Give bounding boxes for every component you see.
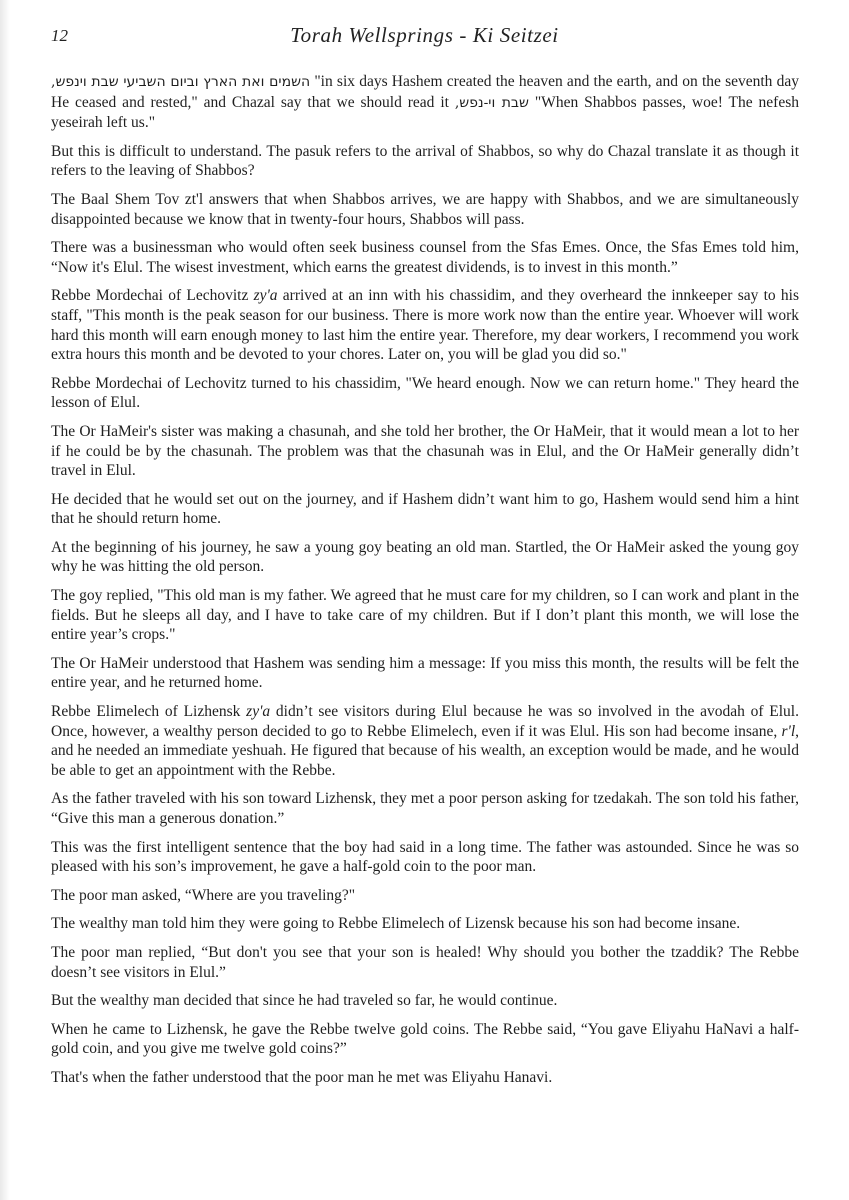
- paragraph: [51, 286, 799, 364]
- paragraph: [51, 789, 799, 828]
- text-run: "in six days Hashem created the heaven and the earth, and on the seventh day He ceased and rested," and Chazal say that we should read it: [51, 73, 799, 111]
- text-run: The Baal Shem Tov zt'l answers that when Shabbos arrives, we are happy with Shabbos, and we are simultaneously disappointed because we know that in twenty-four hours, Shabbos will pass.: [51, 190, 799, 228]
- page-body: [51, 72, 799, 1097]
- paragraph: [51, 72, 799, 133]
- text-run: "When Shabbos passes, woe! The nefesh yeseirah left us.": [51, 93, 799, 132]
- text-run: That's when the father understood that the poor man he met was Eliyahu Hanavi.: [51, 1068, 553, 1086]
- paragraph: [51, 914, 799, 934]
- text-run: Rebbe Elimelech of Lizhensk: [51, 703, 247, 721]
- text-run: The wealthy man told him they were going to Rebbe Elimelech of Lizensk because his son had become insane.: [51, 915, 741, 933]
- paragraph: [51, 374, 799, 413]
- page-number: 12: [51, 26, 68, 45]
- text-run: At the beginning of his journey, he saw a young goy beating an old man. Startled, the Or HaMeir asked the young goy why he was hitting the old person.: [51, 538, 799, 576]
- paragraph: [51, 886, 799, 906]
- paragraph: [51, 422, 799, 481]
- text-run: The poor man asked, “Where are you traveling?": [51, 886, 356, 904]
- text-run: didn’t see visitors during Elul because he was so involved in the avodah of Elul. Once, however, a wealthy person decided to go to Rebbe Elimelech, even if it was Elul. His son had become insane,: [51, 703, 799, 740]
- page-title: Torah Wellsprings - Ki Seitzei: [290, 23, 559, 47]
- text-run: arrived at an inn with his chassidim, and they overheard the innkeeper say to his staff, "This month is the peak season for our business. There is more work now than the entire year. Whoever will work hard this month will earn enough money to last him the entire year. Therefore, my dear workers, I recommend you work extra hours this month and be devoted to your chores. Later on, you will be glad you did so.": [51, 287, 799, 364]
- text-run: This was the first intelligent sentence that the boy had said in a long time. The father was astounded. Since he was so pleased with his son’s improvement, he gave a half-gold coin to the poor man.: [51, 838, 799, 876]
- paragraph: [51, 943, 799, 982]
- paragraph: [51, 190, 799, 229]
- text-run: The goy replied, "This old man is my father. We agreed that he must care for my children, so I can work and plant in the fields. But he sleeps all day, and I have to take care of my children. But if I don’t plant this month, we will lose the entire year’s crops.": [51, 587, 799, 644]
- text-run: The Or HaMeir understood that Hashem was sending him a message: If you miss this month, the results will be felt the entire year, and he returned home.: [51, 654, 799, 692]
- paragraph: [51, 1068, 799, 1088]
- hebrew-text-run: שבת וי-נפש,: [454, 94, 529, 111]
- text-run: Rebbe Mordechai of Lechovitz turned to his chassidim, "We heard enough. Now we can return home." They heard the lesson of Elul.: [51, 374, 799, 412]
- text-run: zy'a: [246, 703, 271, 721]
- left-edge-shading: [0, 0, 10, 1200]
- text-run: But the wealthy man decided that since he had traveled so far, he would continue.: [51, 992, 558, 1010]
- paragraph: [51, 142, 799, 181]
- text-run: zy'a: [253, 287, 278, 305]
- text-run: But this is difficult to understand. The pasuk refers to the arrival of Shabbos, so why do Chazal translate it as though it refers to the leaving of Shabbos?: [51, 142, 799, 180]
- text-run: r'l: [781, 722, 796, 740]
- paragraph: [51, 1020, 799, 1059]
- text-run: The poor man replied, “But don't you see that your son is healed! Why should you bother the tzaddik? The Rebbe doesn’t see visitors in Elul.”: [51, 943, 799, 981]
- text-run: Rebbe Mordechai of Lechovitz: [51, 287, 254, 305]
- paragraph: [51, 654, 799, 693]
- text-run: There was a businessman who would often seek business counsel from the Sfas Emes. Once, the Sfas Emes told him, “Now it's Elul. The wisest investment, which earns the greatest dividends, is to invest in this month.”: [51, 239, 799, 276]
- text-run: The Or HaMeir's sister was making a chasunah, and she told her brother, the Or HaMeir, that it would mean a lot to her if he could be by the chasunah. The problem was that the chasunah was in Elul, and the Or HaMeir generally didn’t travel in Elul.: [51, 422, 799, 480]
- paragraph: [51, 838, 799, 877]
- paragraph: [51, 991, 799, 1011]
- text-run: , and he needed an immediate yeshuah. He figured that because of his wealth, an exception would be made, and he would be able to get an appointment with the Rebbe.: [51, 722, 799, 779]
- paragraph: [51, 490, 799, 529]
- paragraph: [51, 238, 799, 277]
- paragraph: [51, 538, 799, 577]
- text-run: When he came to Lizhensk, he gave the Rebbe twelve gold coins. The Rebbe said, “You gave Eliyahu HaNavi a half-gold coin, and you give me twelve gold coins?”: [51, 1020, 799, 1058]
- paragraph: [51, 702, 799, 780]
- text-run: He decided that he would set out on the journey, and if Hashem didn’t want him to go, Hashem would send him a hint that he should return home.: [51, 490, 799, 528]
- hebrew-text-run: השמים ואת הארץ וביום השביעי שבת וינפש,: [51, 74, 311, 90]
- text-run: As the father traveled with his son toward Lizhensk, they met a poor person asking for tzedakah. The son told his father, “Give this man a generous donation.”: [51, 790, 799, 827]
- paragraph: [51, 586, 799, 645]
